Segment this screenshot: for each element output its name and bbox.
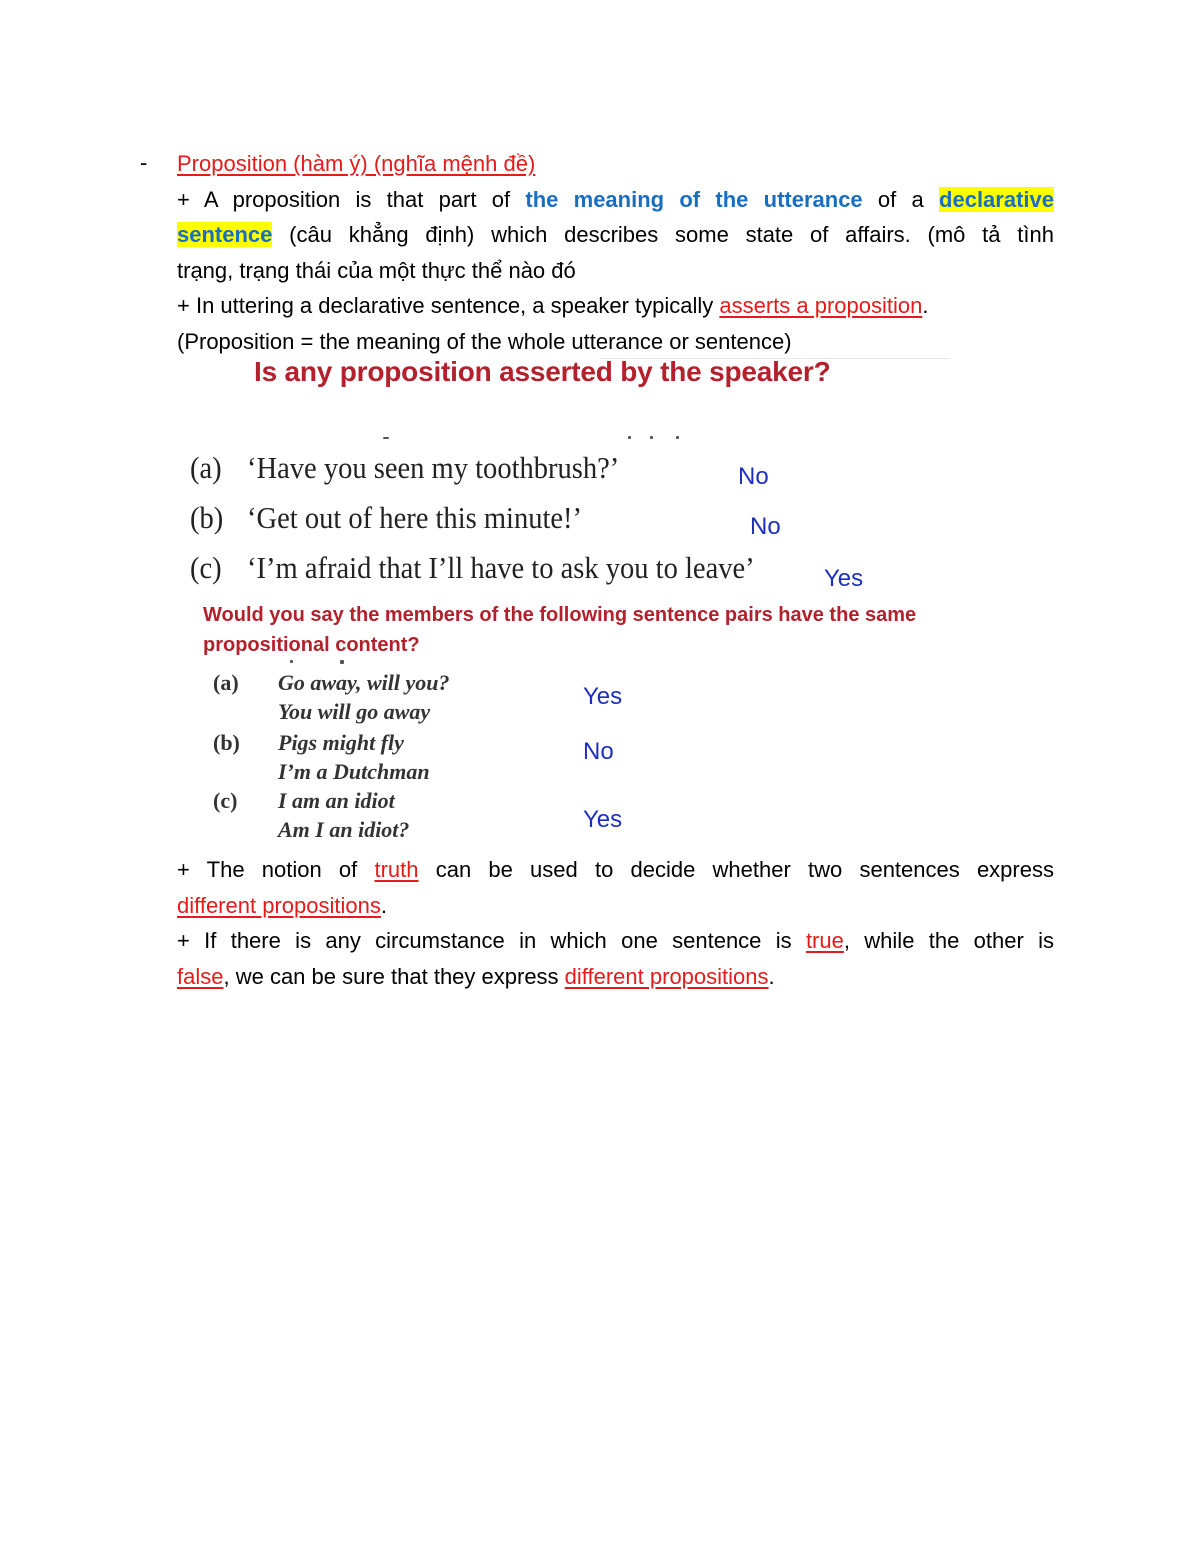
para4-text: can be used to decide whether two sentences express bbox=[418, 857, 1054, 882]
para5-text: , we can be sure that they express bbox=[223, 963, 565, 989]
para5-line2 bbox=[177, 959, 1054, 995]
para1-line2 bbox=[177, 217, 1054, 253]
para1-text: (câu khẳng định) which describes some state of affairs. (mô tả tình bbox=[272, 222, 1054, 247]
para1-text: trạng, trạng thái của một thực thể nào đó bbox=[177, 257, 576, 283]
figure2-artifact bbox=[290, 660, 293, 663]
figure1-answer-b: No bbox=[750, 513, 781, 540]
truth-block bbox=[177, 852, 1054, 994]
para5-line1 bbox=[177, 923, 1054, 959]
item-label: (c) bbox=[190, 550, 222, 585]
para4-line2 bbox=[177, 888, 1054, 924]
figure1-artifact bbox=[628, 436, 631, 439]
pair-b-sentence1: Pigs might fly bbox=[278, 730, 404, 755]
item-text: ‘Have you seen my toothbrush?’ bbox=[247, 450, 620, 485]
pair-c-sentence2: Am I an idiot? bbox=[278, 817, 410, 842]
pair-label-c: (c) bbox=[213, 788, 238, 813]
para3-text: (Proposition = the meaning of the whole utterance or sentence) bbox=[177, 328, 792, 354]
pair-a-sentence1: Go away, will you? bbox=[278, 670, 450, 695]
para4-text: + The notion of bbox=[177, 857, 375, 882]
figure2-artifact bbox=[340, 660, 344, 664]
para4-emphasis: truth bbox=[374, 857, 419, 882]
para1-line3 bbox=[177, 253, 1054, 289]
figure1-answer-c: Yes bbox=[824, 565, 864, 592]
pair-label-b: (b) bbox=[213, 730, 240, 755]
pair-c-answer: Yes bbox=[583, 806, 623, 833]
para5-emphasis: false bbox=[177, 963, 224, 989]
pair-c-sentence1: I am an idiot bbox=[278, 788, 395, 813]
section-heading bbox=[177, 146, 1054, 182]
item-label: (a) bbox=[190, 450, 222, 485]
pair-b-sentence2: I’m a Dutchman bbox=[278, 759, 430, 784]
para1-text: + A proposition is that part of bbox=[177, 186, 526, 212]
section-block bbox=[177, 146, 1054, 359]
item-text: ‘Get out of here this minute!’ bbox=[247, 500, 583, 535]
para3-line bbox=[177, 324, 1054, 360]
para5-emphasis: true bbox=[805, 928, 844, 953]
list-bullet: - bbox=[140, 150, 148, 175]
para5-text: , while the other is bbox=[843, 928, 1054, 953]
para1-text: of a bbox=[862, 186, 940, 212]
para1-emphasis: the meaning of the utterance bbox=[525, 186, 863, 212]
para2-text: + In uttering a declarative sentence, a speaker typically bbox=[177, 293, 720, 318]
para5-emphasis: different propositions bbox=[564, 963, 769, 989]
item-label: (b) bbox=[190, 500, 224, 535]
figure1-answer-a: No bbox=[738, 463, 769, 490]
para2-emphasis: asserts a proposition bbox=[719, 293, 923, 318]
figure1-item-c bbox=[190, 550, 755, 586]
pair-label-a: (a) bbox=[213, 670, 239, 695]
item-text: ‘I’m afraid that I’ll have to ask you to leave’ bbox=[247, 550, 755, 585]
figure1-artifact bbox=[650, 436, 653, 439]
pair-b-answer: No bbox=[583, 738, 614, 765]
figure1-artifact bbox=[676, 436, 679, 439]
para5-text: + If there is any circumstance in which one sentence is bbox=[177, 928, 806, 953]
figure1-item-b bbox=[190, 500, 582, 536]
pair-a-sentence2: You will go away bbox=[278, 699, 431, 724]
heading-text: Proposition (hàm ý) (nghĩa mệnh đề) bbox=[177, 151, 536, 176]
para1-highlight: declarative bbox=[939, 186, 1054, 212]
para4-text: . bbox=[380, 892, 387, 918]
para4-line1 bbox=[177, 852, 1054, 888]
para5-text: . bbox=[768, 963, 775, 989]
pair-a-answer: Yes bbox=[583, 683, 623, 710]
para1-highlight: sentence bbox=[177, 222, 273, 247]
para1-line1 bbox=[177, 182, 1054, 218]
figure1-title: Is any proposition asserted by the speaker? bbox=[254, 356, 831, 387]
figure1-artifact bbox=[383, 437, 389, 439]
figure1-item-a bbox=[190, 450, 619, 486]
figure2-question: Would you say the members of the following sentence pairs have the same propositional content? bbox=[203, 604, 917, 656]
para2-text: . bbox=[922, 293, 929, 318]
para4-emphasis: different propositions bbox=[177, 892, 381, 918]
para2-line bbox=[177, 288, 1054, 324]
